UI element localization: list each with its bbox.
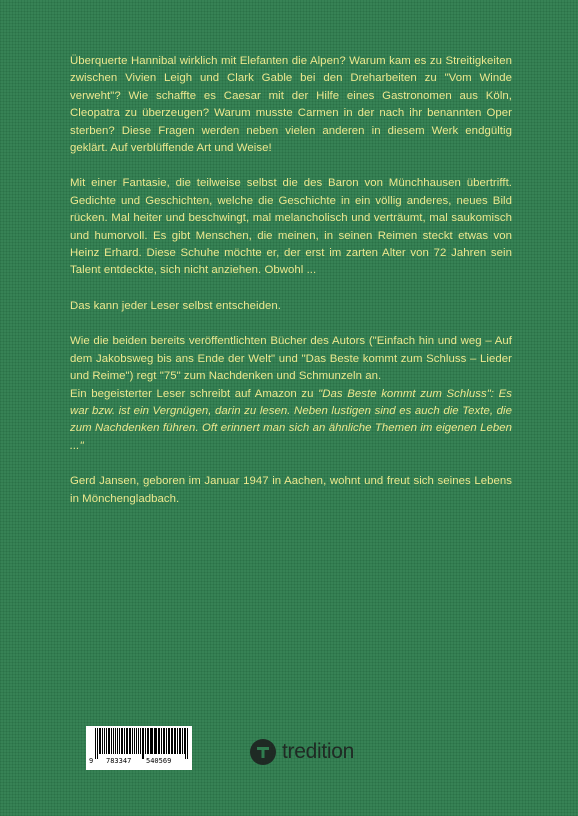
barcode-bar <box>177 728 178 754</box>
barcode-bar <box>148 728 149 754</box>
barcode-bar <box>134 728 135 754</box>
barcode-bar <box>159 728 160 754</box>
barcode-bar <box>161 728 162 754</box>
barcode-bar <box>111 728 112 754</box>
barcode-bar <box>182 728 183 754</box>
paragraph-reader: Das kann jeder Leser selbst entscheiden. <box>70 299 281 312</box>
barcode-bar <box>138 728 140 754</box>
barcode-group-left: 783347 <box>106 757 132 765</box>
barcode-bar <box>155 728 157 754</box>
barcode-bar <box>163 728 164 754</box>
paragraph-books: Wie die beiden bereits veröffentlichten Bücher des Autors ("Einfach hin und weg – Auf dem Jakobsweg bis ans Ende der Welt" und "Das Beste kommt zum Schluss – Lieder und Reime") regt "75" zum Nachdenken und Schmunzeln an. <box>70 335 512 383</box>
barcode-bar <box>126 728 127 754</box>
barcode-bar <box>185 728 186 759</box>
barcode-bar <box>168 728 169 754</box>
barcode-bar <box>175 728 176 754</box>
barcode-bar <box>100 728 101 754</box>
barcode-bar <box>97 728 98 759</box>
barcode-bar <box>113 728 114 754</box>
barcode-bar <box>140 728 141 754</box>
publisher-wordmark: tredition <box>282 740 355 763</box>
isbn-barcode <box>86 726 192 770</box>
barcode-bar <box>102 728 103 754</box>
paragraph-amazon-quote <box>70 386 512 456</box>
barcode-bar <box>130 728 131 754</box>
barcode-bar <box>151 728 152 754</box>
barcode-bar <box>180 728 181 754</box>
barcode-bar <box>164 728 165 754</box>
barcode-bar <box>124 728 125 754</box>
barcode-bar <box>179 728 180 754</box>
barcode-bar <box>119 728 120 754</box>
barcode-bar <box>132 728 133 754</box>
barcode-bar <box>136 728 137 754</box>
barcode-bar <box>104 728 106 754</box>
tredition-t-icon <box>250 739 276 765</box>
barcode-bar <box>115 728 116 754</box>
barcode-bar <box>169 728 170 754</box>
quote-intro: Ein begeisterter Leser schreibt auf Amazon zu <box>70 387 319 400</box>
paragraph-author: Gerd Jansen, geboren im Januar 1947 in Aachen, wohnt und freut sich seines Lebens in Mönchengladbach. <box>70 475 512 505</box>
barcode-bar <box>145 728 146 754</box>
barcode-bar <box>109 728 110 754</box>
barcode-bar <box>187 728 188 759</box>
barcode-bars <box>95 728 189 756</box>
barcode-bar <box>117 728 119 754</box>
publisher-logo <box>250 737 354 767</box>
barcode-bar <box>147 728 148 754</box>
paragraph-intro: Überquerte Hannibal wirklich mit Elefanten die Alpen? Warum kam es zu Streitigkeiten zwischen Vivien Leigh und Clark Gable bei den Dreharbeiten zu "Vom Winde verweht"? Wie schaffte es Caesar mit der Hilfe eines Gastronomen aus Köln, Cleopatra zu überzeugen? Warum musste Carmen in der nach ihr benannten Oper sterben? Diese Fragen werden neben vielen anderen in diesem Werk endgültig geklärt. Auf verblüffende Art und Weise! <box>70 55 512 155</box>
barcode-bar <box>106 728 107 754</box>
barcode-bar <box>166 728 167 754</box>
quote-text: "Das Beste kommt zum Schluss": Es war bzw. ist ein Vergnügen, darin zu lesen. Neben lustigen sind es auch die Texte, die zum Nachdenken führen. Oft erinnert man sich an ähnliche Themen im eigenen Leben ..." <box>70 387 512 452</box>
barcode-bar <box>174 728 175 754</box>
barcode-bar <box>129 728 130 754</box>
paragraph-fantasy: Mit einer Fantasie, die teilweise selbst die des Baron von Münchhausen übertrifft. Gedichte und Geschichten, welche die Geschichte in ein völlig anderes, neues Bild rücken. Mal heiter und beschwingt, mal melancholisch und verträumt, mal saukomisch und humorvoll. Es gibt Menschen, die meinen, in seinen Reimen steckt etwas von Heinz Erhard. Diese Schuhe möchte er, der erst im zarten Alter von 72 Jahren sein Talent entdeckte, sich nicht anziehen. Obwohl ... <box>70 177 512 277</box>
barcode-bar <box>108 728 109 754</box>
barcode-bar <box>171 728 173 754</box>
barcode-bar <box>150 728 151 754</box>
barcode-bar <box>121 728 122 754</box>
barcode-bar <box>99 728 100 754</box>
blurb-text <box>70 53 512 526</box>
barcode-digit-first: 9 <box>89 757 94 765</box>
barcode-bar <box>154 728 155 754</box>
barcode-bar <box>158 728 159 754</box>
barcode-bar <box>184 728 185 754</box>
barcode-group-right: 540569 <box>146 757 172 765</box>
barcode-bar <box>143 728 144 759</box>
barcode-bar <box>142 728 143 759</box>
barcode-bar <box>95 728 96 759</box>
barcode-bar <box>127 728 128 754</box>
barcode-bar <box>122 728 123 754</box>
barcode-digits <box>86 757 192 768</box>
